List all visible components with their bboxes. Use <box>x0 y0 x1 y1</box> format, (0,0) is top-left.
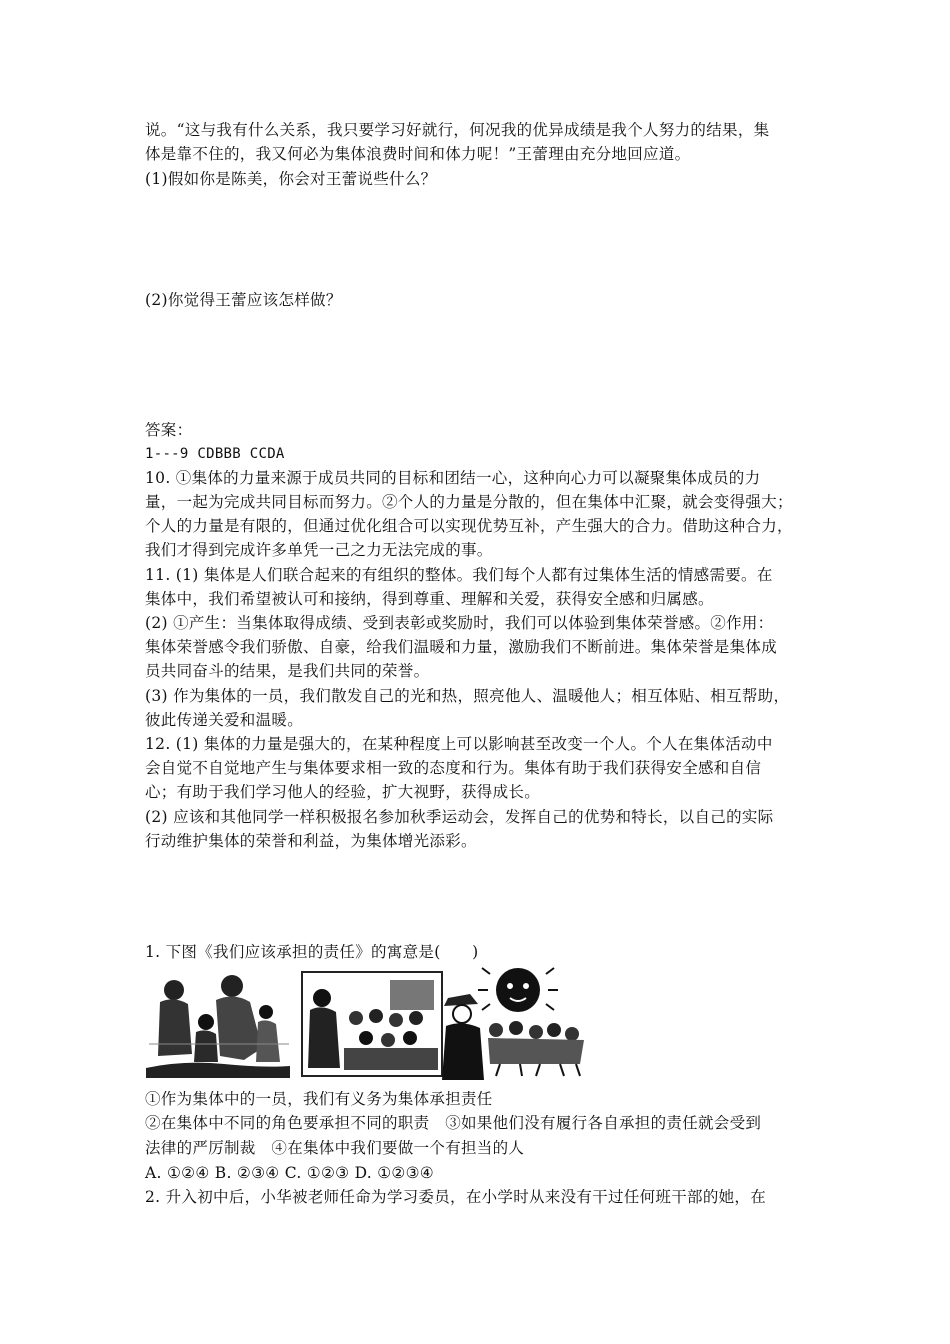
text-line: 10. ①集体的力量来源于成员共同的目标和团结一心，这种向心力可以凝聚集体成员的力 <box>145 469 761 487</box>
statement-2-3: ②在集体中不同的角色要承担不同的职责 ③如果他们没有履行各自承担的责任就会受到 <box>145 1114 762 1132</box>
family-panel <box>144 964 292 1080</box>
text-line: (3) 作为集体的一员，我们散发自己的光和热，照亮他人、温暖他人；相互体贴、相互帮助， <box>145 687 790 705</box>
answer-key: 1---9 CDBBB CCDA <box>145 446 285 462</box>
text-line: 彼此传递关爱和温暖。 <box>145 711 304 729</box>
text-line: 行动维护集体的荣誉和利益，为集体增光添彩。 <box>145 832 477 850</box>
question-2-text: 2. 升入初中后，小华被老师任命为学习委员，在小学时从来没有干过任何班干部的她，在 <box>145 1188 767 1206</box>
text-line: 量，一起为完成共同目标而努力。②个人的力量是分散的，但在集体中汇聚，就会变得强大； <box>145 493 793 511</box>
classroom-panel <box>302 972 442 1076</box>
statement-1: ①作为集体中的一员，我们有义务为集体承担责任 <box>145 1090 493 1108</box>
responsibility-illustration <box>144 964 590 1080</box>
illustration-svg <box>144 964 590 1080</box>
text-line: (2) ①产生：当集体取得成绩、受到表彰或奖励时，我们可以体验到集体荣誉感。②作用： <box>145 614 774 632</box>
text-line: (2) 应该和其他同学一样积极报名参加秋季运动会，发挥自己的优势和特长，以自己的实际 <box>145 808 774 826</box>
question-1-prompt: (1)假如你是陈美，你会对王蕾说些什么？ <box>145 170 437 188</box>
text-line: 11. (1) 集体是人们联合起来的有组织的整体。我们每个人都有过集体生活的情感需要。在 <box>145 566 773 584</box>
text-line: 12. (1) 集体的力量是强大的，在某种程度上可以影响甚至改变一个人。个人在集体活动中 <box>145 735 773 753</box>
text-line: 个人的力量是有限的，但通过优化组合可以实现优势互补，产生强大的合力。借助这种合力， <box>145 517 793 535</box>
text-line: 集体荣誉感令我们骄傲、自豪，给我们温暖和力量，激励我们不断前进。集体荣誉是集体成 <box>145 638 778 656</box>
text-line: 心；有助于我们学习他人的经验，扩大视野，获得成长。 <box>145 783 541 801</box>
text-line: 我们才得到完成许多单凭一己之力无法完成的事。 <box>145 541 493 559</box>
question-2-prompt: (2)你觉得王蕾应该怎样做？ <box>145 291 342 309</box>
question-heading: 1. 下图《我们应该承担的责任》的寓意是( ) <box>145 943 479 961</box>
text-line: 员共同奋斗的结果，是我们共同的荣誉。 <box>145 662 430 680</box>
text-line: 集体中，我们希望被认可和接纳，得到尊重、理解和关爱，获得安全感和归属感。 <box>145 590 714 608</box>
statement-3-4: 法律的严厉制裁 ④在集体中我们要做一个有担当的人 <box>145 1139 525 1157</box>
answer-heading: 答案： <box>145 421 193 439</box>
text-line: 说。“这与我有什么关系，我只要学习好就行，何况我的优异成绩是我个人努力的结果，集 <box>145 121 770 139</box>
answer-options: A. ①②④ B. ②③④ C. ①②③ D. ①②③④ <box>145 1164 435 1182</box>
text-line: 会自觉不自觉地产生与集体要求相一致的态度和行为。集体有助于我们获得安全感和自信 <box>145 759 762 777</box>
traffic-panel <box>442 964 584 1080</box>
text-line: 体是靠不住的，我又何必为集体浪费时间和体力呢！”王蕾理由充分地回应道。 <box>145 145 691 163</box>
